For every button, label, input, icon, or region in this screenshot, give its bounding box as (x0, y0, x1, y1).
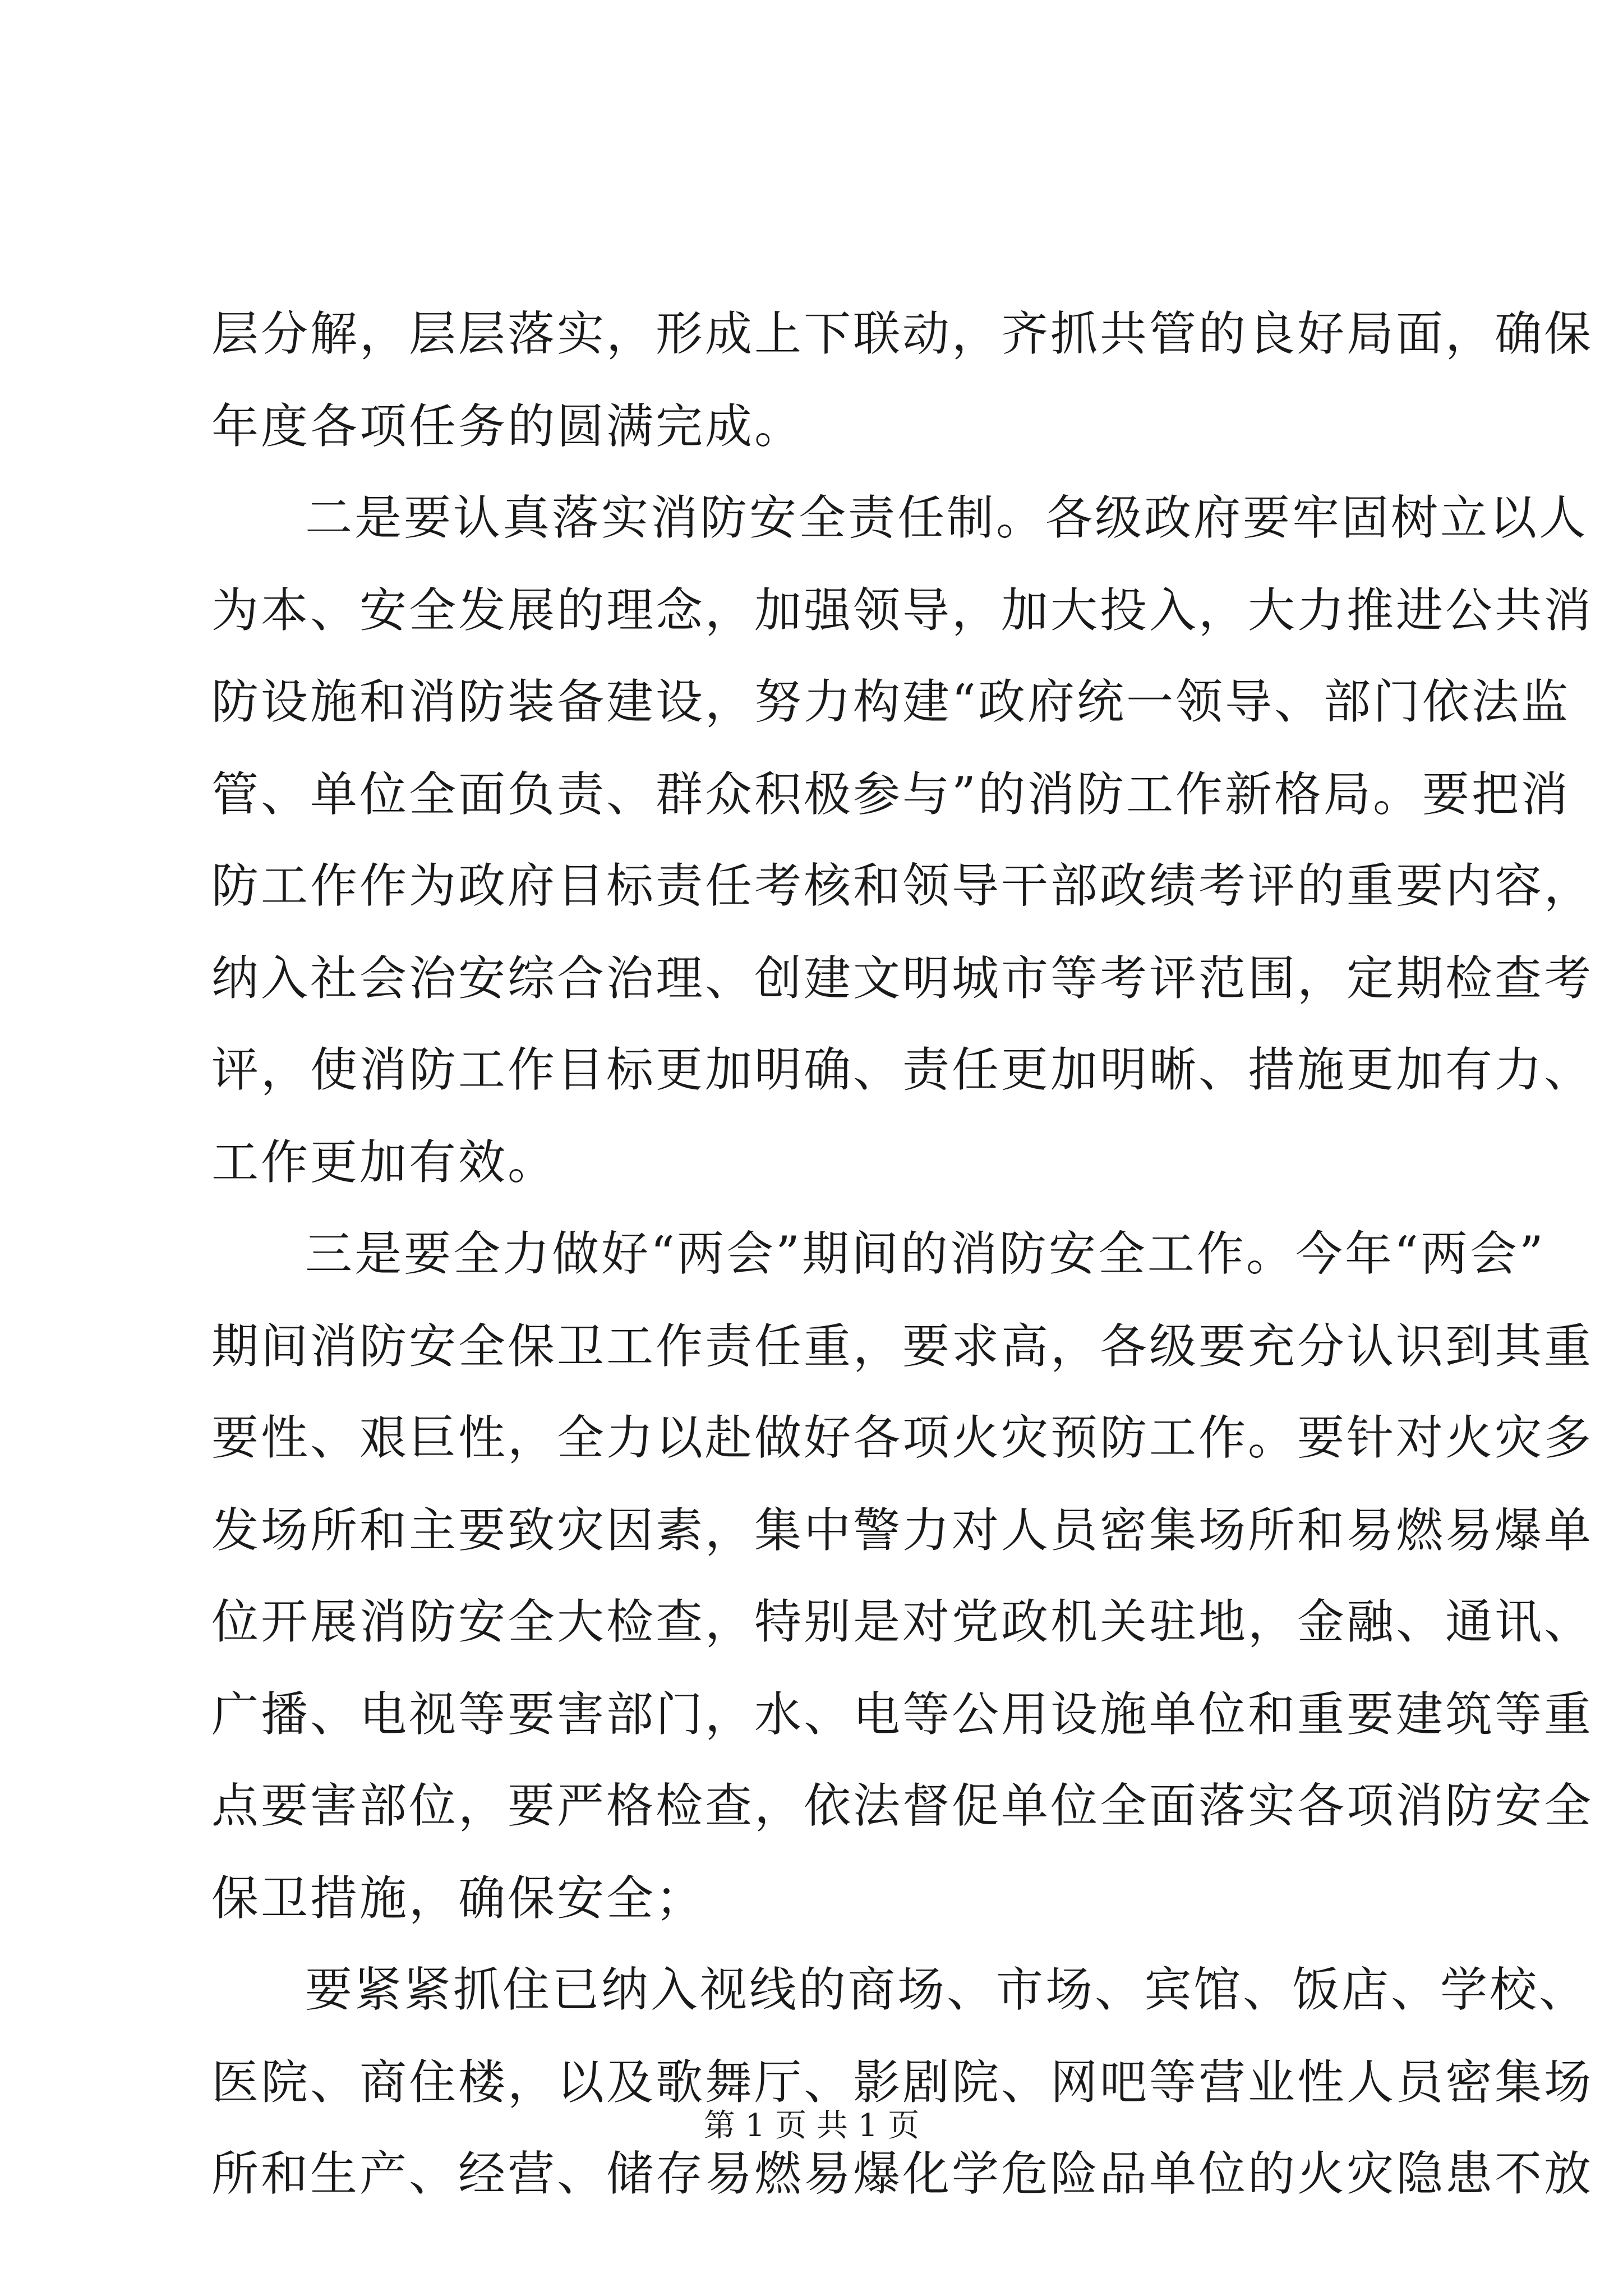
text-line: 为本、安全发展的理念，加强领导，加大投入，大力推进公共消 (211, 583, 1594, 638)
text-line: 点要害部位，要严格检查，依法督促单位全面落实各项消防安全 (211, 1778, 1594, 1833)
paragraph-start-line: 要紧紧抓住已纳入视线的商场、市场、宾馆、饭店、学校、 (305, 1962, 1589, 2017)
text-line: 工作更加有效。 (211, 1135, 557, 1190)
text-line: 位开展消防安全大检查，特别是对党政机关驻地，金融、通讯、 (211, 1594, 1594, 1649)
text-line: 层分解，层层落实，形成上下联动，齐抓共管的良好局面，确保 (211, 306, 1594, 361)
paragraph-start-line: 三是要全力做好“两会”期间的消防安全工作。今年“两会” (305, 1226, 1546, 1281)
text-line: 广播、电视等要害部门，水、电等公用设施单位和重要建筑等重 (211, 1687, 1594, 1742)
paragraph-start-line: 二是要认真落实消防安全责任制。各级政府要牢固树立以人 (305, 490, 1589, 545)
text-line: 期间消防安全保卫工作责任重，要求高，各级要充分认识到其重 (211, 1319, 1594, 1374)
page-number: 第 1 页 共 1 页 (703, 2108, 920, 2144)
text-line: 发场所和主要致灾因素，集中警力对人员密集场所和易燃易爆单 (211, 1503, 1594, 1558)
text-line: 防设施和消防装备建设，努力构建“政府统一领导、部门依法监 (211, 674, 1570, 729)
text-line: 要性、艰巨性，全力以赴做好各项火灾预防工作。要针对火灾多 (211, 1410, 1594, 1465)
text-line: 防工作作为政府目标责任考核和领导干部政绩考评的重要内容， (211, 858, 1594, 913)
text-line: 年度各项任务的圆满完成。 (211, 399, 804, 454)
text-line: 评，使消防工作目标更加明确、责任更加明晰、措施更加有力、 (211, 1042, 1594, 1097)
text-line: 所和生产、经营、储存易燃易爆化学危险品单位的火灾隐患不放 (211, 2146, 1594, 2201)
text-line: 医院、商住楼，以及歌舞厅、影剧院、网吧等营业性人员密集场 (211, 2055, 1594, 2110)
text-line: 纳入社会治安综合治理、创建文明城市等考评范围，定期检查考 (211, 951, 1594, 1006)
text-line: 管、单位全面负责、群众积极参与”的消防工作新格局。要把消 (211, 767, 1570, 822)
text-line: 保卫措施，确保安全； (211, 1871, 706, 1926)
